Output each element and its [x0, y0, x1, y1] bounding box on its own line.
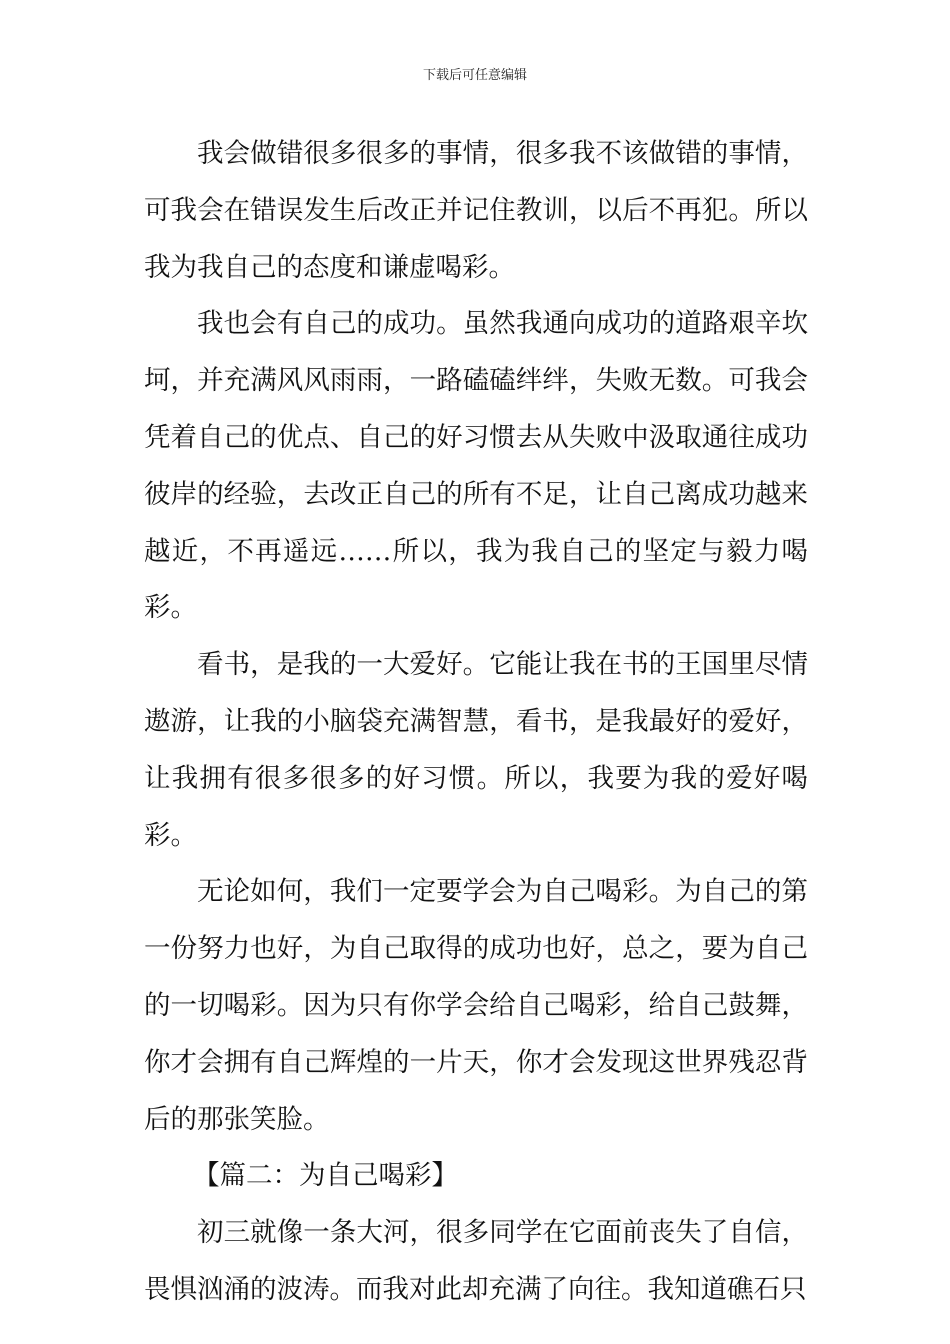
paragraph-mistakes: 我会做错很多很多的事情，很多我不该做错的事情，可我会在错误发生后改正并记住教训，以后不再犯。所以我为我自己的态度和谦虚喝彩。 [144, 138, 808, 283]
section-heading: 【篇二：为自己喝彩】 [193, 1160, 459, 1192]
page-header-note: 下载后可任意编辑 [422, 68, 527, 83]
paragraph-success: 我也会有自己的成功。虽然我通向成功的道路艰辛坎坷，并充满风风雨雨，一路磕磕绊绊，失败无数。可我会凭着自己的优点、自己的好习惯去从失败中汲取通往成功彼岸的经验，去改正自己的所有不足，让自己离成功越来越近，不再遥远……所以，我为我自己的坚定与毅力喝彩。 [144, 308, 808, 624]
paragraph-conclusion: 无论如何，我们一定要学会为自己喝彩。为自己的第一份努力也好，为自己取得的成功也好，总之，要为自己的一切喝彩。因为只有你学会给自己喝彩，给自己鼓舞，你才会拥有自己辉煌的一片天，你才会发现这世界残忍背后的那张笑脸。 [144, 876, 808, 1135]
paragraph-section-two-intro: 初三就像一条大河，很多同学在它面前丧失了自信，畏惧汹涌的波涛。而我对此却充满了向往。我知道礁石只 [144, 1217, 808, 1305]
paragraph-reading: 看书，是我的一大爱好。它能让我在书的王国里尽情遨游，让我的小脑袋充满智慧，看书，是我最好的爱好，让我拥有很多很多的好习惯。所以，我要为我的爱好喝彩。 [144, 649, 808, 851]
document-body [144, 126, 808, 1319]
